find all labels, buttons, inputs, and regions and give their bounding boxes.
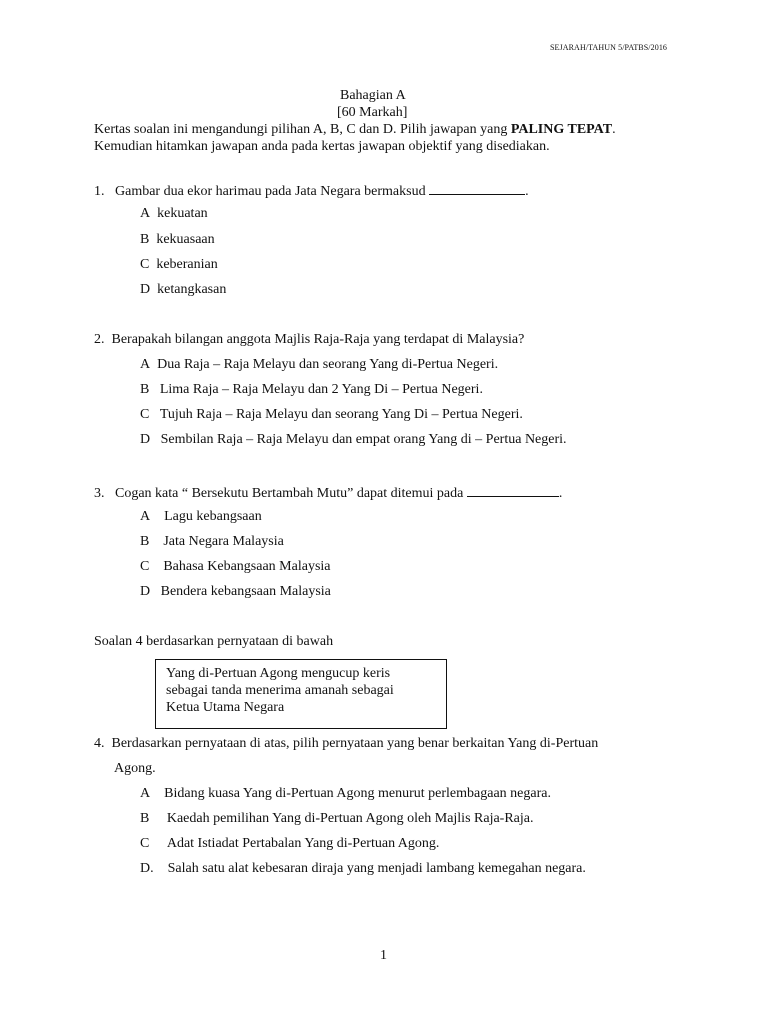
option-letter: D xyxy=(140,584,151,599)
question-text: Berapakah bilangan anggota Majlis Raja-Raja yang terdapat di Malaysia? xyxy=(111,332,525,347)
option-text: kekuasaan xyxy=(156,232,215,247)
option-text: Kaedah pemilihan Yang di-Pertuan Agong oleh Majlis Raja-Raja. xyxy=(166,811,534,826)
option-text: Bendera kebangsaan Malaysia xyxy=(160,584,331,599)
instruction-line-2: Kemudian hitamkan jawapan anda pada kertas jawapan objektif yang disediakan. xyxy=(94,139,550,154)
option-1a xyxy=(140,205,208,223)
option-letter: A xyxy=(140,357,151,372)
stimulus-line: sebagai tanda menerima amanah sebagai xyxy=(166,683,394,698)
option-text: Jata Negara Malaysia xyxy=(163,534,284,549)
page-number: 1 xyxy=(380,948,387,963)
option-2a xyxy=(140,356,498,374)
stimulus-line: Ketua Utama Negara xyxy=(166,700,285,715)
question-end: . xyxy=(558,486,563,501)
option-3b xyxy=(140,533,284,551)
option-letter: D xyxy=(140,432,151,447)
question-text: Gambar dua ekor harimau pada Jata Negara bermaksud xyxy=(115,184,426,199)
stimulus-line: Yang di-Pertuan Agong mengucup keris xyxy=(166,666,391,681)
question-number: 3. xyxy=(94,486,105,501)
option-3a xyxy=(140,508,262,526)
document-code: SEJARAH/TAHUN 5/PATBS/2016 xyxy=(550,43,668,52)
option-letter: B xyxy=(140,534,150,549)
stimulus-intro: Soalan 4 berdasarkan pernyataan di bawah xyxy=(94,634,334,649)
option-letter: B xyxy=(140,232,150,247)
option-letter: D. xyxy=(140,861,154,876)
option-2d xyxy=(140,431,567,449)
option-letter: C xyxy=(140,836,150,851)
option-text: Lima Raja – Raja Melayu dan 2 Yang Di – Pertua Negeri. xyxy=(159,382,483,397)
option-letter: A xyxy=(140,786,151,801)
option-3d xyxy=(140,583,331,601)
option-1d xyxy=(140,281,226,299)
instruction-emphasis: PALING TEPAT xyxy=(510,122,613,137)
section-marks: [60 Markah] xyxy=(337,105,408,120)
option-letter: B xyxy=(140,382,150,397)
option-text: Lagu kebangsaan xyxy=(164,509,262,524)
question-number: 1. xyxy=(94,184,105,199)
option-4a xyxy=(140,785,551,803)
option-4b xyxy=(140,810,534,828)
option-text: ketangkasan xyxy=(157,282,227,297)
question-3 xyxy=(94,483,562,503)
option-letter: B xyxy=(140,811,150,826)
instruction-text: Kertas soalan ini mengandungi pilihan A, B, C dan D. Pilih jawapan yang xyxy=(94,122,511,137)
option-letter: A xyxy=(140,206,151,221)
question-text: Berdasarkan pernyataan di atas, pilih pernyataan yang benar berkaitan Yang di-Pertuan xyxy=(111,736,599,751)
option-text: keberanian xyxy=(156,257,218,272)
option-letter: D xyxy=(140,282,151,297)
question-number: 4. xyxy=(94,736,105,751)
option-4d xyxy=(140,860,586,878)
option-1b xyxy=(140,231,215,249)
option-1c xyxy=(140,256,218,274)
answer-blank xyxy=(429,181,525,195)
question-end: . xyxy=(525,184,529,199)
option-text: Tujuh Raja – Raja Melayu dan seorang Yang Di – Pertua Negeri. xyxy=(159,407,523,422)
answer-blank xyxy=(467,483,559,497)
option-text: Bidang kuasa Yang di-Pertuan Agong menurut perlembagaan negara. xyxy=(164,786,551,801)
option-text: Salah satu alat kebesaran diraja yang menjadi lambang kemegahan negara. xyxy=(167,861,586,876)
option-letter: C xyxy=(140,407,150,422)
instruction-line-1 xyxy=(94,121,616,139)
option-2c xyxy=(140,406,523,424)
stimulus-box xyxy=(155,659,447,729)
question-2 xyxy=(94,331,524,349)
option-text: Sembilan Raja – Raja Melayu dan empat orang Yang di – Pertua Negeri. xyxy=(160,432,567,447)
option-text: kekuatan xyxy=(157,206,208,221)
question-1 xyxy=(94,181,529,201)
option-letter: A xyxy=(140,509,151,524)
option-3c xyxy=(140,558,331,576)
question-number: 2. xyxy=(94,332,105,347)
option-text: Bahasa Kebangsaan Malaysia xyxy=(163,559,331,574)
question-4-continued: Agong. xyxy=(114,761,156,776)
question-4 xyxy=(94,735,598,753)
option-text: Dua Raja – Raja Melayu dan seorang Yang di-Pertua Negeri. xyxy=(157,357,499,372)
option-4c xyxy=(140,835,439,853)
instruction-end: . xyxy=(612,122,616,137)
question-text: Cogan kata “ Bersekutu Bertambah Mutu” dapat ditemui pada xyxy=(115,486,464,501)
option-letter: C xyxy=(140,257,150,272)
option-letter: C xyxy=(140,559,150,574)
option-2b xyxy=(140,381,483,399)
option-text: Adat Istiadat Pertabalan Yang di-Pertuan Agong. xyxy=(166,836,440,851)
section-title: Bahagian A xyxy=(340,88,406,103)
